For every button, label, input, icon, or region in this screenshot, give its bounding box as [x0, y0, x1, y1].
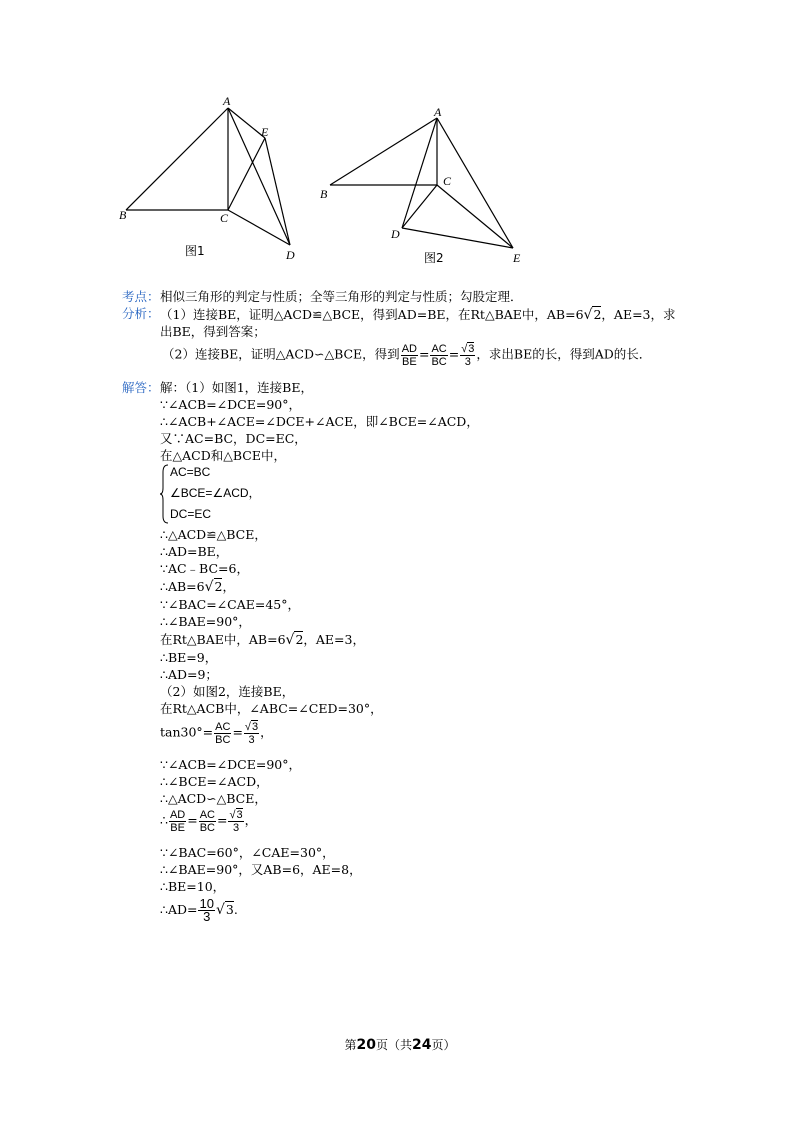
jieda-ratio-line: ∴ $\frac{AD}{BE}$ = $\frac{AC}{BC}$ = $\frac{√3}{3}$ ，: [160, 808, 258, 834]
jieda-line2-0: ∴△ACD≌△BCE，: [160, 527, 267, 542]
brace-icon: [160, 464, 170, 524]
figure-1: [110, 92, 310, 271]
fenxi-p1-line2: 出BE，得到答案；: [160, 324, 266, 339]
fig2-label-e: E: [513, 251, 521, 265]
page-total: 24: [412, 1037, 432, 1053]
figure-2: [312, 104, 537, 273]
fig1-label-d: D: [286, 248, 295, 262]
fig2-label-d: D: [391, 227, 400, 241]
brace-line-2: DC=EC: [170, 507, 212, 521]
jieda-label: 解答：: [122, 380, 160, 395]
jieda-tan-line: tan30°= $\frac{AC}{BC}$ = $\frac{√3}{3}$ ，: [160, 720, 273, 746]
fig2-label-a: A: [434, 105, 442, 119]
jieda-line5-0: ∵∠ACB=∠DCE=90°，: [160, 757, 301, 772]
fig2-label-c: C: [443, 174, 452, 188]
jieda-line-3: 又∵AC=BC，DC=EC，: [160, 431, 307, 446]
fenxi-label: 分析：: [122, 306, 160, 321]
fig1-label-a: A: [223, 94, 231, 108]
figure-1-diagram: [110, 92, 310, 267]
jieda-ad-line: ∴AD= $\frac{10}{3}$ √3.: [160, 896, 238, 924]
jieda-line4-2: （2）如图2，连接BE，: [160, 684, 295, 699]
jieda-line-1: ∵∠ACB=∠DCE=90°，: [160, 397, 301, 412]
jieda-line-4: 在△ACD和△BCE中，: [160, 448, 286, 463]
figure-1-caption: 图1: [185, 244, 205, 258]
jieda-line2-1: ∴AD=BE，: [160, 544, 229, 559]
fig1-label-c: C: [220, 211, 229, 225]
jieda-line4-0: ∴BE=9，: [160, 650, 218, 665]
figure-2-caption: 图2: [424, 251, 444, 265]
jieda-line6-2: ∴BE=10，: [160, 879, 226, 894]
fenxi-p1-text: （1）连接BE，证明△ACD≌△BCE，得到AD=BE，在Rt△BAE中，AB=6: [160, 307, 584, 322]
jieda-line6-1: ∴∠BAE=90°，又AB=6，AE=8，: [160, 862, 362, 877]
kaodian-text: 相似三角形的判定与性质；全等三角形的判定与性质；勾股定理．: [160, 289, 523, 304]
jieda-line4-1: ∴AD=9；: [160, 667, 218, 682]
jieda-line4-3: 在Rt△ACB中，∠ABC=∠CED=30°，: [160, 701, 383, 716]
fig2-label-b: B: [320, 187, 328, 201]
jieda-ab-line: ∴AB=6√2，: [160, 579, 235, 595]
fenxi-p2-frac-ad-be: $\frac{AD}{BE}$: [401, 342, 417, 368]
brace-line-1: ∠BCE=∠ACD，: [170, 486, 261, 500]
page-number: 20: [356, 1037, 376, 1053]
fenxi-p1-line1: （1）连接BE，证明△ACD≌△BCE，得到AD=BE，在Rt△BAE中，AB=6√2，AE=3，求: [160, 307, 676, 323]
fenxi-p2-frac-ac-bc: $\frac{AC}{BC}$: [431, 342, 447, 368]
jieda-line2-2: ∵AC﹣BC=6，: [160, 561, 249, 576]
fig1-label-b: B: [119, 208, 127, 222]
jieda-rt-line: 在Rt△BAE中，AB=6√2，AE=3，: [160, 632, 365, 648]
jieda-line6-0: ∵∠BAC=60°，∠CAE=30°，: [160, 845, 335, 860]
fenxi-p2-pre: （2）连接BE，证明△ACD∽△BCE，得到: [162, 346, 400, 362]
figure-2-diagram: [312, 104, 537, 269]
jieda-line5-1: ∴∠BCE=∠ACD，: [160, 774, 269, 789]
brace-line-0: AC=BC: [170, 465, 211, 479]
fig1-label-e: E: [261, 125, 269, 139]
jieda-line5-2: ∴△ACD∽△BCE，: [160, 791, 267, 806]
jieda-line-2: ∴∠ACB+∠ACE=∠DCE+∠ACE，即∠BCE=∠ACD，: [160, 414, 479, 429]
jieda-line3-0: ∵∠BAC=∠CAE=45°，: [160, 597, 300, 612]
kaodian-label: 考点：: [122, 289, 160, 304]
fenxi-p1-sqrt: 2: [593, 307, 602, 322]
jieda-line-0: 解：（1）如图1，连接BE，: [160, 380, 313, 395]
page-footer: 第20页（共24页）: [344, 1037, 456, 1053]
fenxi-p2-frac-sqrt3-3: $\frac{√3}{3}$: [461, 343, 475, 368]
jieda-line3-1: ∴∠BAE=90°，: [160, 614, 251, 629]
fenxi-p1-tail: ，AE=3，求: [601, 307, 676, 322]
fenxi-p2: （2）连接BE，证明△ACD∽△BCE，得到 $\frac{AD}{BE}$ = $\frac{AC}{BC}$ = $\frac{√3}{3}$ ，求出BE的长，得到AD的长．: [162, 342, 652, 368]
fenxi-p2-post: ，求出BE的长，得到AD的长．: [476, 346, 652, 362]
